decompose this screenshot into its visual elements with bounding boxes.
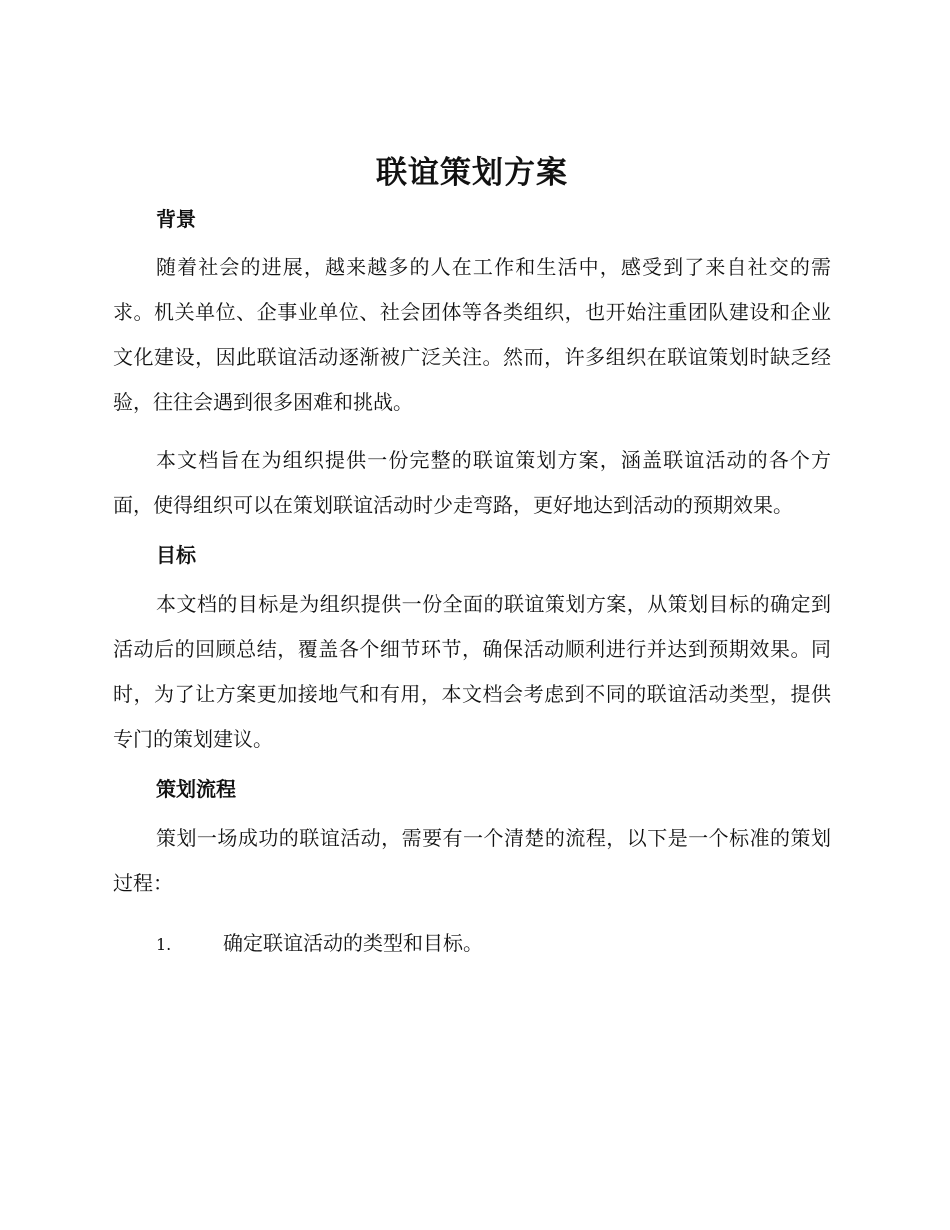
- document-page: [113, 150, 831, 967]
- list-item-text: 确定联谊活动的类型和目标。: [223, 931, 483, 955]
- goal-paragraph-1: 本文档的目标是为组织提供一份全面的联谊策划方案，从策划目标的确定到活动后的回顾总结，覆盖各个细节环节，确保活动顺利进行并达到预期效果。同时，为了让方案更加接地气和有用，本文档会考虑到不同的联谊活动类型，提供专门的策划建议。: [113, 592, 831, 751]
- background-paragraph-1: 随着社会的进展，越来越多的人在工作和生活中，感受到了来自社交的需求。机关单位、企事业单位、社会团体等各类组织，也开始注重团队建设和企业文化建设，因此联谊活动逐渐被广泛关注。然而，许多组织在联谊策划时缺乏经验，往往会遇到很多困难和挑战。: [113, 255, 831, 414]
- list-item: [113, 921, 831, 967]
- list-item-number: 1.: [156, 935, 172, 954]
- background-paragraph-2: 本文档旨在为组织提供一份完整的联谊策划方案，涵盖联谊活动的各个方面，使得组织可以在策划联谊活动时少走弯路，更好地达到活动的预期效果。: [113, 448, 831, 517]
- section-heading-background: 背景: [156, 207, 196, 231]
- section-heading-goal: 目标: [156, 543, 196, 567]
- process-paragraph-1: 策划一场成功的联谊活动，需要有一个清楚的流程，以下是一个标准的策划过程：: [113, 826, 831, 895]
- document-title: 联谊策划方案: [376, 155, 568, 191]
- section-heading-process: 策划流程: [156, 777, 236, 801]
